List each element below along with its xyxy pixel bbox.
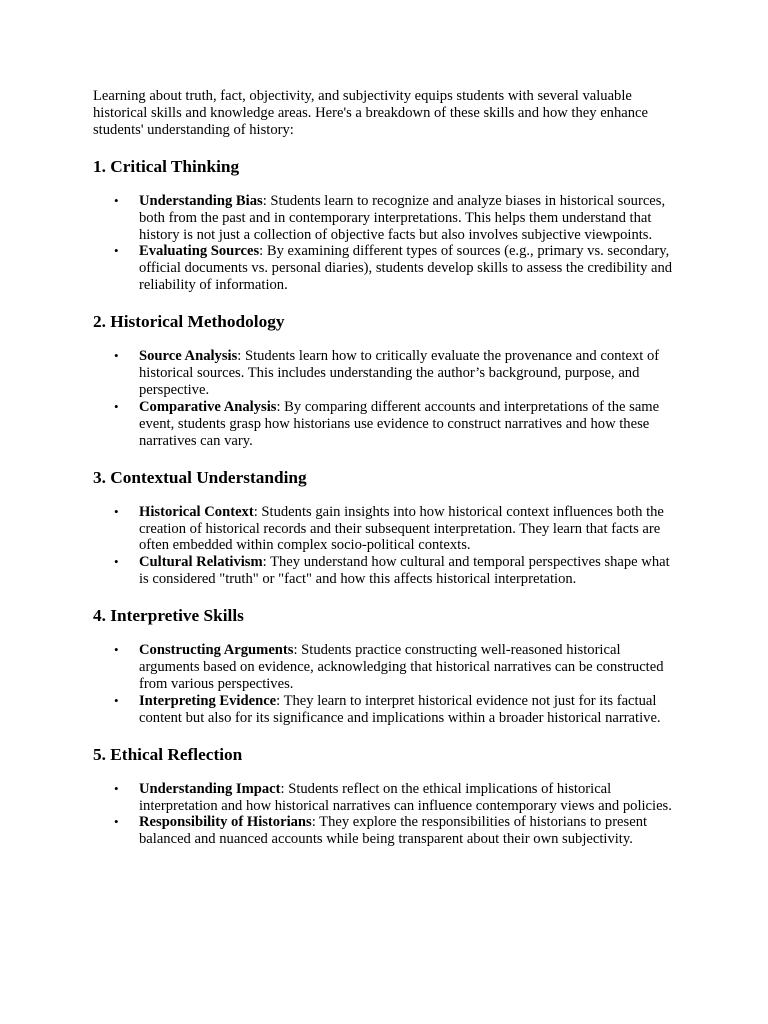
bullet-icon: •	[114, 780, 119, 796]
item-term: Responsibility of Historians	[139, 814, 312, 831]
list-item	[114, 398, 683, 450]
bullet-list	[93, 504, 683, 589]
section-heading: 1. Critical Thinking	[93, 156, 240, 176]
bullet-icon: •	[114, 243, 119, 259]
item-text: : Students learn how to critically evaluate the provenance and context of historical sources. This includes understanding the author’s background, purpose, and perspective.	[139, 348, 660, 398]
section-heading: 2. Historical Methodology	[93, 312, 285, 332]
bullet-icon: •	[114, 642, 119, 658]
bullet-icon: •	[114, 554, 119, 570]
bullet-icon: •	[114, 348, 119, 364]
list-item	[114, 348, 683, 399]
item-text: : Students learn to recognize and analyze biases in historical sources, both from the past and in contemporary interpretations. This helps them understand that history is not just a collection of objective facts but also involves subjective viewpoints.	[139, 192, 666, 243]
item-text: : They explore the responsibilities of historians to present balanced and nuanced accounts while being transparent about their own subjectivity.	[139, 814, 648, 848]
bullet-list	[93, 193, 683, 294]
bullet-icon: •	[114, 503, 119, 519]
section-heading: 4. Interpretive Skills	[93, 606, 244, 626]
document-page	[93, 88, 683, 848]
list-item	[114, 192, 683, 244]
intro-paragraph: Learning about truth, fact, objectivity, and subjectivity equips students with several valuable historical skills and knowledge areas. Here's a breakdown of these skills and how they enhance students' understanding of history:	[93, 88, 648, 138]
bullet-list	[93, 642, 683, 727]
list-item	[114, 243, 683, 294]
item-term: Historical Context	[139, 503, 254, 520]
list-item	[114, 642, 683, 693]
item-term: Source Analysis	[139, 348, 238, 365]
bullet-list	[93, 781, 683, 849]
list-item	[114, 503, 683, 555]
item-term: Comparative Analysis	[139, 398, 277, 415]
bullet-icon: •	[114, 814, 119, 830]
list-item	[114, 780, 683, 815]
bullet-icon: •	[114, 192, 119, 208]
item-term: Constructing Arguments	[139, 642, 294, 659]
item-text: : By examining different types of sources (e.g., primary vs. secondary, official documents vs. personal diaries), students develop skills to assess the credibility and reliability of information.	[139, 243, 673, 294]
bullet-list	[93, 348, 683, 449]
item-text: : By comparing different accounts and interpretations of the same event, students grasp how historians use evidence to construct narratives and how these narratives can vary.	[139, 398, 660, 449]
section-heading: 3. Contextual Understanding	[93, 467, 307, 487]
section-heading: 5. Ethical Reflection	[93, 744, 243, 764]
item-text: : Students practice constructing well-reasoned historical arguments based on evidence, acknowledging that historical narratives can be constructed from various perspectives.	[139, 642, 664, 692]
item-text: : Students gain insights into how historical context influences both the creation of historical records and their subsequent interpretation. They learn that facts are often embedded within complex socio-political contexts.	[139, 503, 664, 554]
bullet-icon: •	[114, 692, 119, 708]
item-text: : They understand how cultural and temporal perspectives shape what is considered "truth" or "fact" and how this affects historical interpretation.	[139, 554, 670, 588]
item-term: Interpreting Evidence	[139, 692, 277, 709]
item-term: Understanding Impact	[139, 780, 281, 797]
list-item	[114, 692, 683, 727]
item-term: Understanding Bias	[139, 192, 263, 209]
list-item	[114, 554, 683, 588]
item-term: Evaluating Sources	[139, 243, 260, 260]
list-item	[114, 814, 683, 848]
item-text: : They learn to interpret historical evidence not just for its factual content but also for its significance and implications within a broader historical narrative.	[139, 692, 661, 726]
item-term: Cultural Relativism	[139, 554, 263, 571]
item-text: : Students reflect on the ethical implications of historical interpretation and how historical narratives can influence contemporary views and policies.	[139, 780, 672, 814]
bullet-icon: •	[114, 398, 119, 414]
